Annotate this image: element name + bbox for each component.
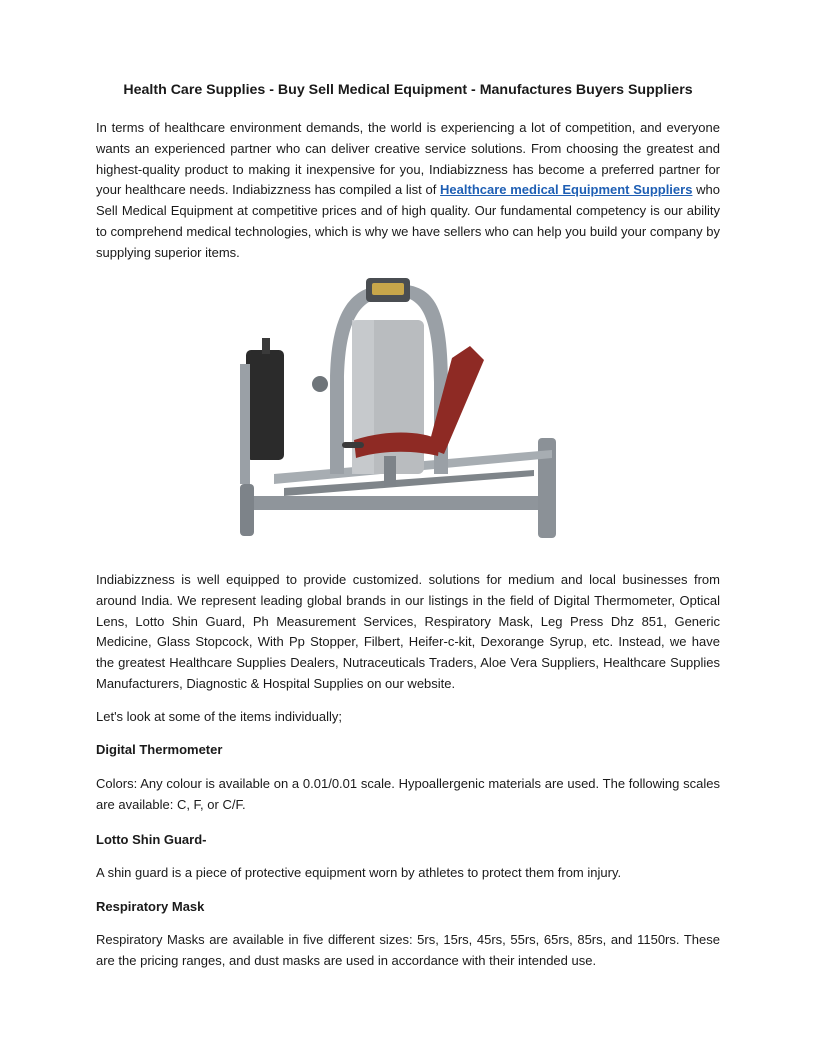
section-text-respiratory-mask: Respiratory Masks are available in five different sizes: 5rs, 15rs, 45rs, 55rs, 65rs, 85rs, and 1150rs. These are the pricing ranges, and dust masks are used in accordance with their intended use.	[96, 932, 720, 968]
page-title: Health Care Supplies - Buy Sell Medical Equipment - Manufactures Buyers Suppliers	[123, 82, 693, 98]
leg-press-machine-image	[234, 274, 564, 544]
section-text-lotto-shin-guard: A shin guard is a piece of protective equipment worn by athletes to protect them from injury.	[96, 865, 622, 880]
section-heading-lotto-shin-guard: Lotto Shin Guard-	[96, 832, 207, 847]
intro-items-text: Let's look at some of the items individually;	[96, 709, 342, 724]
leg-press-illustration	[234, 274, 564, 544]
base-rail	[244, 496, 544, 510]
left-leg	[240, 484, 254, 536]
display-screen	[372, 283, 404, 295]
healthcare-suppliers-link[interactable]: Healthcare medical Equipment Suppliers	[440, 182, 693, 198]
foot-platform	[246, 350, 284, 460]
section-text-digital-thermometer: Colors: Any colour is available on a 0.01/0.01 scale. Hypoallergenic materials are used. The following scales are available: C, F, or C/F.	[96, 776, 720, 812]
intro-paragraph	[96, 118, 720, 264]
intro-text-before: In terms of healthcare environment demands, the world is experiencing a lot of competition, and everyone wants an experienced partner who can deliver creative service solutions. From choosing the greatest and highest-quality product to making it inexpensive for you, Indiabizzness has become a preferred partner for your healthcare needs. Indiabizzness has compiled a list of	[96, 120, 720, 198]
platform-post	[240, 364, 250, 484]
section-heading-digital-thermometer: Digital Thermometer	[96, 742, 223, 757]
brands-paragraph: Indiabizzness is well equipped to provide customized. solutions for medium and local businesses from around India. We represent leading global brands in our listings in the field of Digital Thermometer, Optical Lens, Lotto Shin Guard, Ph Measurement Services, Respiratory Mask, Leg Press Dhz 851, Generic Medicine, Glass Stopcock, With Pp Stopper, Filbert, Heifer-c-kit, Dexorange Syrup, etc. Instead, we have the greatest Healthcare Supplies Dealers, Nutraceuticals Traders, Aloe Vera Suppliers, Healthcare Supplies Manufacturers, Diagnostic & Hospital Supplies on our website.	[96, 572, 720, 691]
section-heading-respiratory-mask: Respiratory Mask	[96, 899, 205, 914]
intro-text-after: who Sell Medical Equipment at competitive prices and of high quality. Our fundamental competency is our ability to comprehend medical technologies, which is why we have sellers who can help you build your company by supplying superior items.	[96, 182, 721, 260]
document-page	[96, 0, 720, 1056]
platform-handle	[262, 338, 270, 354]
pivot-joint	[312, 376, 328, 392]
grip-handle	[342, 442, 364, 448]
